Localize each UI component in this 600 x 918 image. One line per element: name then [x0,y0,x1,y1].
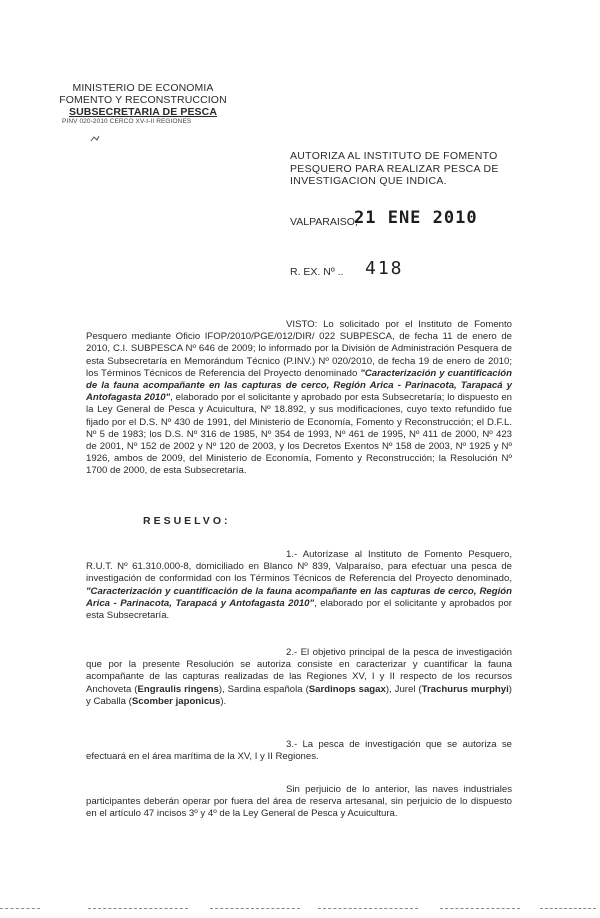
rex-label: R. EX. Nº .. [290,266,344,278]
visto-paragraph: VISTO: Lo solicitado por el Instituto de Fomento Pesquero mediante Oficio IFOP/2010/PGE/012/DIR/ 022 SUBPESCA, de fecha 11 de enero de 2010, C.I. SUBPESCA Nº 646 de 2009; lo informado por la División de Administración Pesquera de esta Subsecretaría en Memorándum Técnico (P.INV.) Nº 020/2010, de fecha 19 de enero de 2010; los Términos Técnicos de Referencia del Proyecto denominado "Caracterización y cuantificación de la fauna acompañante en las capturas de cerco, Región Arica - Parinacota, Tarapacá y Antofagasta 2010", elaborado por el solicitante y aprobado por esta Subsecretaría; lo dispuesto en la Ley General de Pesca y Acuicultura, Nº 18.892, y sus modificaciones, cuyo texto refundido fue fijado por el D.S. Nº 430 de 1991, del Ministerio de Economía, Fomento y Reconstrucción; el D.F.L. Nº 5 de 1983; los D.S. Nº 316 de 1985, Nº 354 de 1993, Nº 461 de 1995, Nº 411 de 2000, Nº 423 de 2001, Nº 152 de 2002 y Nº 120 de 2003, y los Decretos Exentos Nº 158 de 2003, Nº 1925 y Nº 1926, ambos de 2009, del Ministerio de Economía, Fomento y Reconstrucción; la Resolución Nº 1700 de 2000, de esta Subsecretaría. [86,319,513,477]
letterhead [48,82,238,126]
resuelvo-heading: RESUELVO: [143,515,231,527]
footer-rule [0,908,40,909]
ministry-name-2: FOMENTO Y RECONSTRUCCION [59,94,227,106]
ink-mark-icon [90,135,100,143]
date-stamp: 21 ENE 2010 [354,208,478,228]
subsecretaria-name: SUBSECRETARIA DE PESCA [68,106,218,118]
species-name: Engraulis ringens [137,683,219,695]
footer-rule [440,908,520,909]
species-name: Sardinops sagax [308,683,386,695]
project-name: "Caracterización y cuantificación de la fauna acompañante en las capturas de cerco, Región Arica - Parinacota, Tarapacá y Antofagasta 2010" [86,585,512,609]
species-name: Scomber japonicus [131,695,221,707]
place-label: VALPARAISO, [290,216,358,228]
visto-lead: VISTO: [286,319,318,330]
footer-rule [540,908,596,909]
footer-rule [88,908,188,909]
footer-rule [210,908,300,909]
species-name: Trachurus murphyi [421,683,509,695]
ministry-name: MINISTERIO DE ECONOMIA [72,82,214,94]
article-3-continued: Sin perjuicio de lo anterior, las naves industriales participantes deberán operar por fuera del área de reserva artesanal, sin perjuicio de lo dispuesto en el artículo 47 incisos 3º y 4º de la Ley General de Pesca y Acuicultura. [86,784,512,820]
article-3: 3.- La pesca de investigación que se autoriza se efectuará en el área marítima de la XV, I y II Regiones. [86,739,512,763]
document-reference: PINV 020-2010 CERCO XV-I-II REGIONES [62,118,192,125]
project-name: "Caracterización y cuantificación de la fauna acompañante en las capturas de cerco, Región Arica - Parinacota, Tarapacá y Antofagasta 2010" [86,367,513,404]
rex-number: 418 [365,258,404,279]
article-2: 2.- El objetivo principal de la pesca de investigación que por la presente Resolución se autoriza consiste en caracterizar y cuantificar la fauna acompañante de las capturas realizadas de las Regiones XV, I y II respecto de los recursos Anchoveta (Engraulis ringens), Sardina española (Sardinops sagax), Jurel (Trachurus murphyi) y Caballa (Scomber japonicus). [86,647,512,707]
resolution-title: AUTORIZA AL INSTITUTO DE FOMENTO PESQUERO PARA REALIZAR PESCA DE INVESTIGACION QUE INDICA. [290,150,499,187]
footer-rule [318,908,418,909]
article-1: 1.- Autorízase al Instituto de Fomento Pesquero, R.U.T. Nº 61.310.000-8, domiciliado en Blanco Nº 839, Valparaíso, para efectuar una pesca de investigación de conformidad con los Términos Técnicos de Referencia del Proyecto denominado, "Caracterización y cuantificación de la fauna acompañante en las capturas de cerco, Región Arica - Parinacota, Tarapacá y Antofagasta 2010", elaborado por el solicitante y aprobados por esta Subsecretaría. [86,549,512,622]
